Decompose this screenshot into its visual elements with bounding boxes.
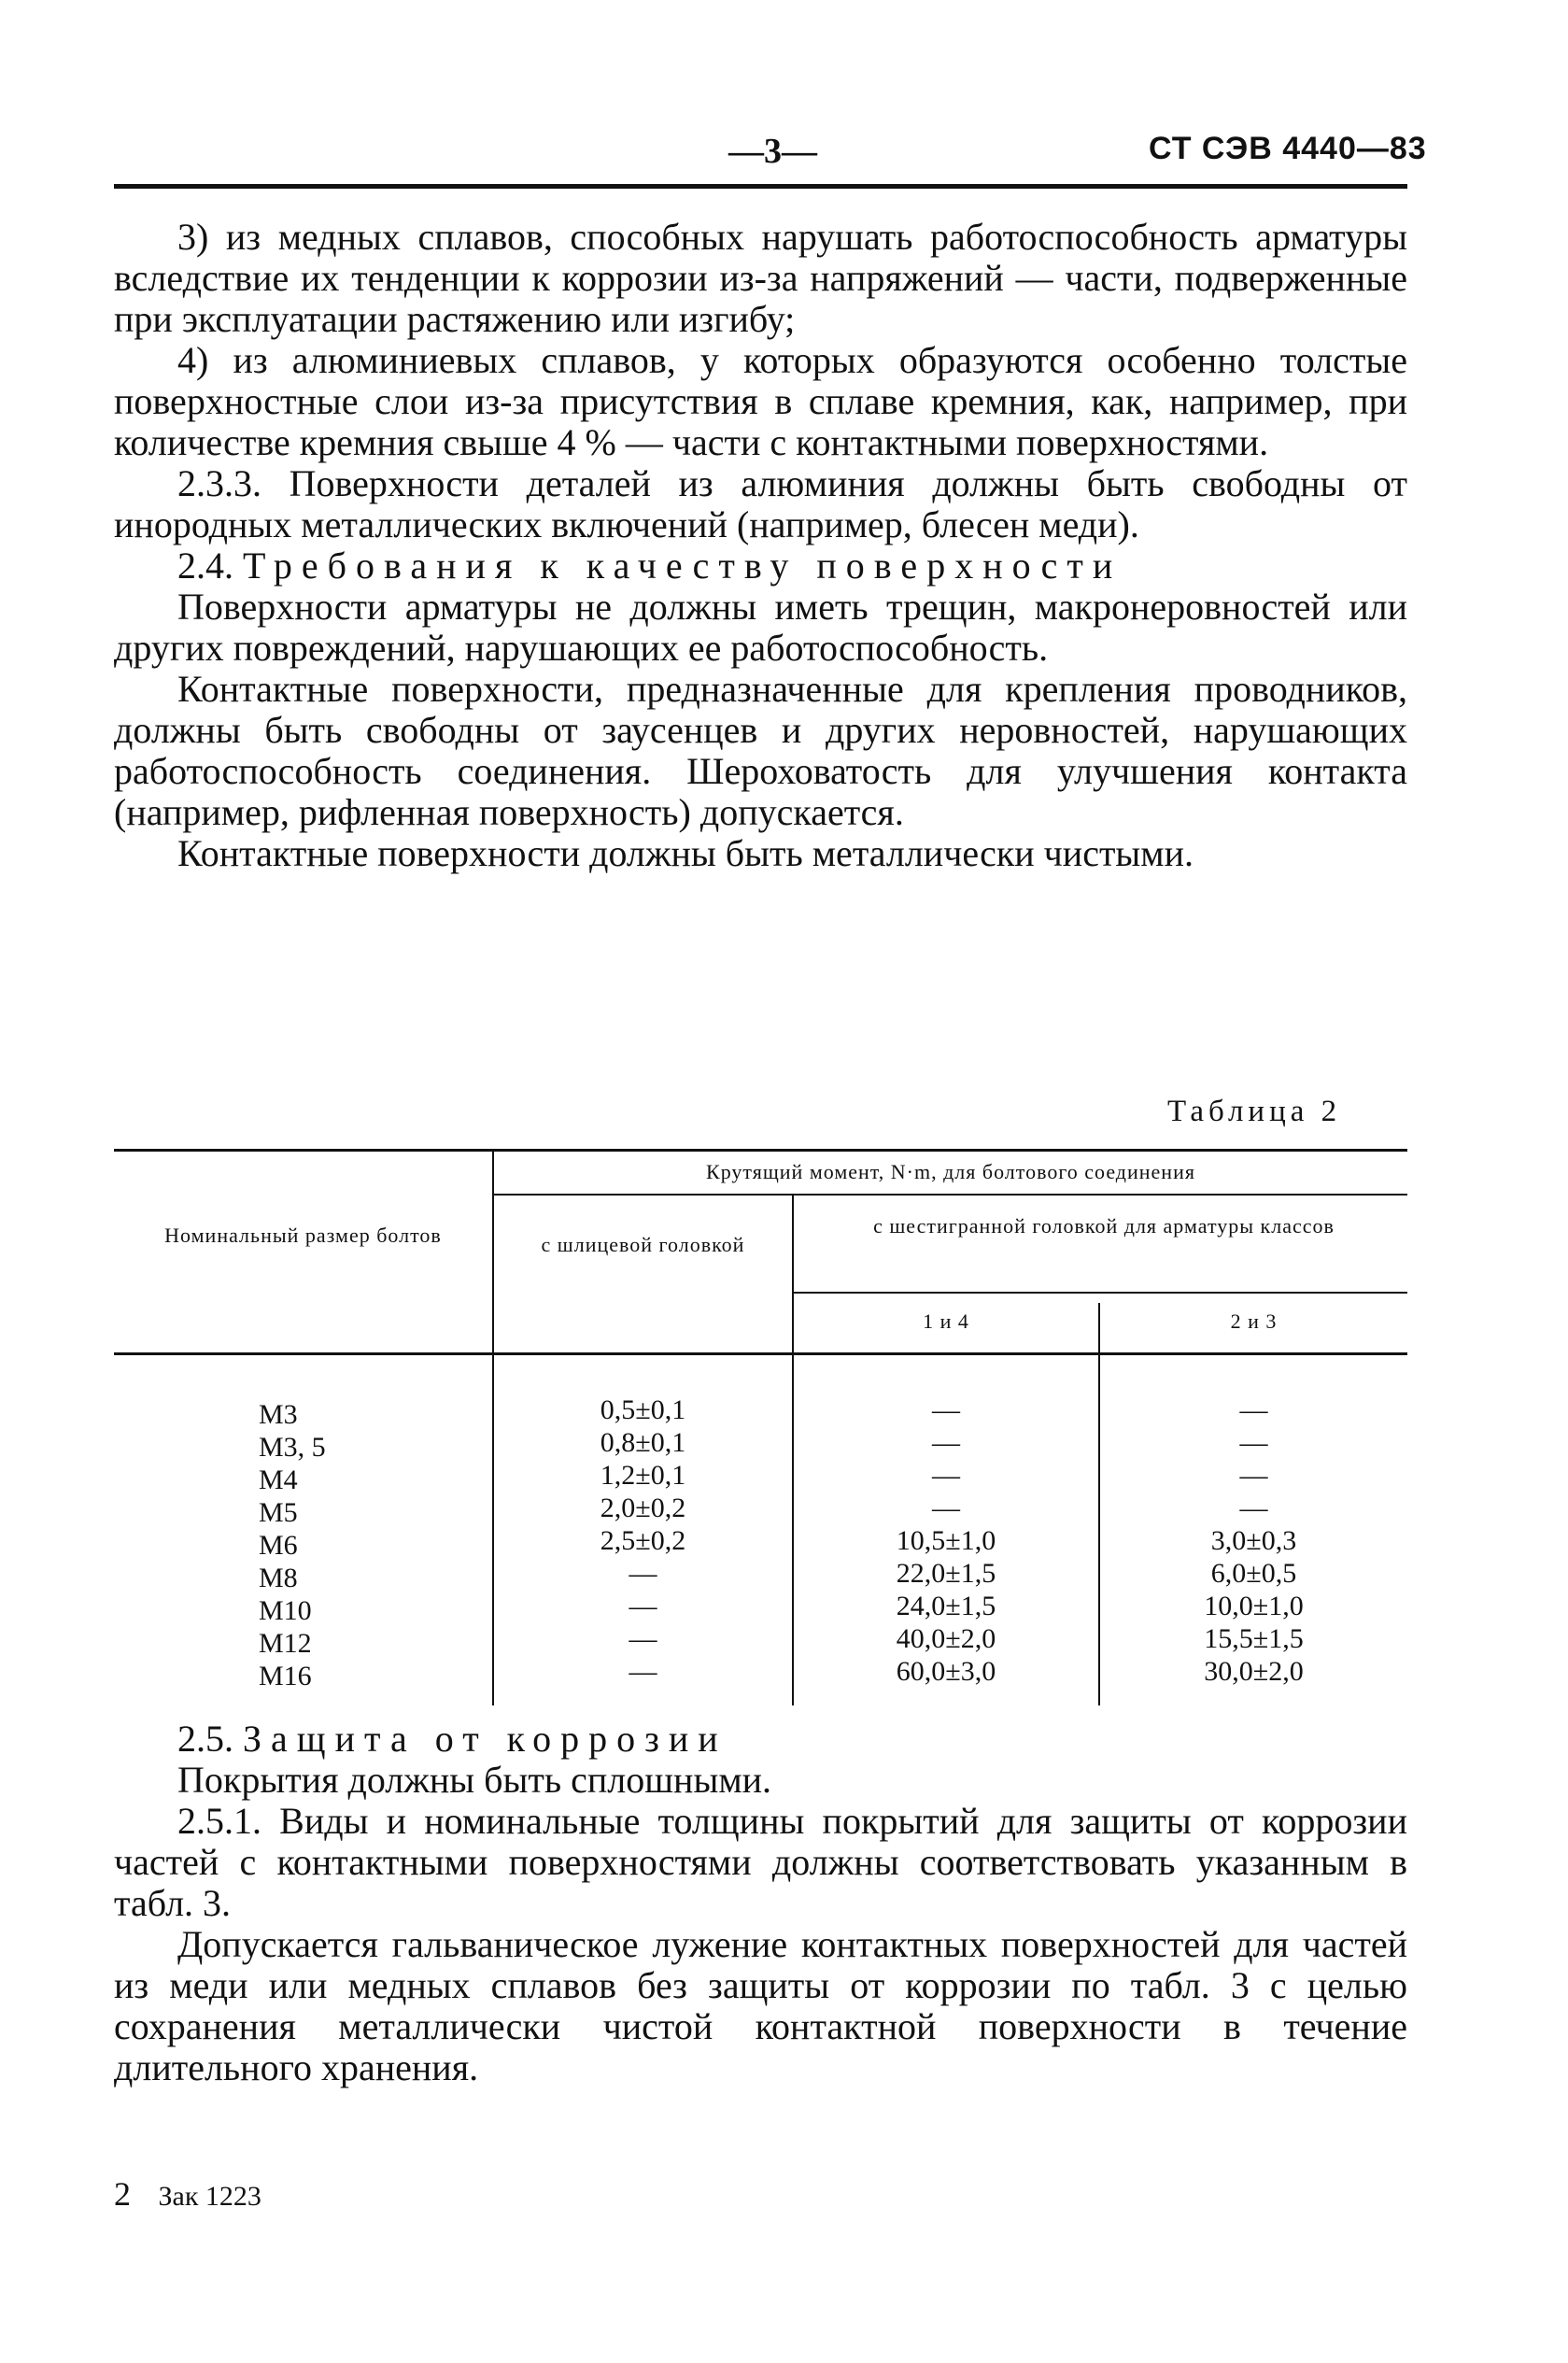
page-number: —3— (728, 132, 817, 171)
class-2-3-torque-value: 3,0±0,3 (1210, 1525, 1297, 1556)
class-2-3-torque-value: 30,0±2,0 (1204, 1656, 1304, 1687)
table-top-rule (114, 1149, 1407, 1152)
paragraph-2-3-3: 2.3.3. Поверхности деталей из алюминия должны быть свободны от инородных металлических включений (например, блесен меди). (114, 462, 1407, 545)
header-slot-head: с шлицевой головкой (541, 1233, 745, 1256)
section-2-5-title: Защита от коррозии (243, 1718, 727, 1760)
table-caption: Таблица 2 (1167, 1095, 1342, 1128)
paragraph-copper-alloys: 3) из медных сплавов, способных нарушать работоспособность арматуры вследствие их тенденции к коррозии из-за напряжений — части, подверженные при эксплуатации растяжению или изгибу; (114, 216, 1407, 340)
paragraph-continuous-coating: Покрытия должны быть сплошными. (177, 1759, 772, 1801)
class-2-3-torque-value: — (1239, 1493, 1268, 1523)
class-2-3-torque-value: — (1239, 1394, 1268, 1425)
class-2-3-torque-value: 6,0±0,5 (1210, 1558, 1297, 1589)
section-2-4-title: Требования к качеству поверхности (243, 545, 1123, 587)
bolt-size: М6 (259, 1530, 298, 1561)
bolt-size: М8 (259, 1563, 298, 1593)
paragraph-2-5-1: 2.5.1. Виды и номинальные толщины покрытий для защиты от коррозии частей с контактными поверхностями должны соответствовать указанным в табл. 3. (114, 1800, 1407, 1924)
footer-page-number: 2 (114, 2175, 131, 2213)
paragraph-aluminium-alloys: 4) из алюминиевых сплавов, у которых образуются особенно толстые поверхностные слои из-за присутствия в сплаве кремния, как, например, при количестве кремния свыше 4 % — части с контактными поверхностями. (114, 339, 1407, 463)
bolt-size: М10 (259, 1595, 312, 1626)
column-class-2-3-torque (1100, 1394, 1407, 1688)
section-2-5-heading (114, 1719, 1407, 1760)
paragraph-surface-defects: Поверхности арматуры не должны иметь трещин, макронеровностей или других повреждений, нарушающих ее работоспособность. (114, 586, 1407, 669)
slot-torque-value: 2,0±0,2 (600, 1493, 686, 1523)
class-1-4-torque-value: — (932, 1427, 960, 1458)
section-2-5-number: 2.5. (177, 1718, 233, 1760)
class-1-4-torque-value: — (932, 1493, 960, 1523)
footer-order-number: Зак 1223 (158, 2181, 261, 2212)
class-1-4-torque-value: 24,0±1,5 (896, 1591, 996, 1621)
slot-torque-value: 0,8±0,1 (600, 1427, 686, 1458)
class-1-4-torque-value: 22,0±1,5 (896, 1558, 996, 1589)
table-header-rule-2 (794, 1292, 1407, 1294)
slot-torque-value: — (629, 1623, 657, 1654)
column-bolt-sizes (259, 1398, 326, 1692)
header-rule (114, 184, 1407, 189)
header-class-1-4: 1 и 4 (923, 1309, 969, 1333)
class-1-4-torque-value: 60,0±3,0 (896, 1656, 996, 1687)
paragraph-contact-surfaces: Контактные поверхности, предназначенные для крепления проводников, должны быть свободны от заусенцев и других неровностей, нарушающих работоспособность соединения. Шероховатость для улучшения контакта (например, рифленная поверхность) допускается. (114, 668, 1407, 833)
bolt-size: М12 (259, 1628, 312, 1659)
column-class-1-4-torque (794, 1394, 1098, 1688)
class-1-4-torque-value: — (932, 1394, 960, 1425)
header-nominal-size: Номинальный размер болтов (164, 1224, 442, 1247)
section-2-4-number: 2.4. (177, 545, 233, 587)
section-2-4-heading (114, 545, 1407, 587)
header-torque: Крутящий момент, N·m, для болтового соединения (706, 1160, 1195, 1183)
lower-text-block (114, 1719, 1407, 2088)
header-class-2-3: 2 и 3 (1230, 1309, 1278, 1333)
slot-torque-value: 1,2±0,1 (600, 1460, 686, 1491)
table-header-rule-1 (494, 1194, 1407, 1196)
class-2-3-torque-value: — (1239, 1460, 1268, 1491)
upper-text-block (114, 217, 1407, 874)
slot-torque-value: — (629, 1591, 657, 1621)
standard-code: СТ СЭВ 4440—83 (1149, 131, 1427, 166)
slot-torque-value: 0,5±0,1 (600, 1394, 686, 1425)
class-1-4-torque-value: 10,5±1,0 (896, 1525, 996, 1556)
paragraph-tin-plating: Допускается гальваническое лужение контактных поверхностей для частей из меди или медных сплавов без защиты от коррозии по табл. 3 с целью сохранения металлически чистой контактной поверхности в течение длительного хранения. (114, 1923, 1407, 2088)
page-footer (114, 2174, 261, 2214)
class-2-3-torque-value: — (1239, 1427, 1268, 1458)
bolt-size: М3, 5 (259, 1432, 326, 1463)
header-hex-head: с шестигранной головкой для арматуры классов (873, 1214, 1335, 1238)
class-2-3-torque-value: 15,5±1,5 (1204, 1623, 1304, 1654)
bolt-size: М3 (259, 1399, 298, 1430)
bolt-size: М16 (259, 1661, 312, 1691)
table-header-bottom-rule (114, 1352, 1407, 1355)
paragraph-metallic-clean: Контактные поверхности должны быть металлически чистыми. (177, 832, 1194, 874)
class-1-4-torque-value: — (932, 1460, 960, 1491)
slot-torque-value: — (629, 1656, 657, 1687)
slot-torque-value: 2,5±0,2 (600, 1525, 686, 1556)
slot-torque-value: — (629, 1558, 657, 1589)
torque-table (114, 1149, 1407, 1709)
column-slot-torque (494, 1394, 792, 1688)
class-1-4-torque-value: 40,0±2,0 (896, 1623, 996, 1654)
class-2-3-torque-value: 10,0±1,0 (1204, 1591, 1304, 1621)
bolt-size: М5 (259, 1497, 298, 1528)
bolt-size: М4 (259, 1464, 298, 1495)
